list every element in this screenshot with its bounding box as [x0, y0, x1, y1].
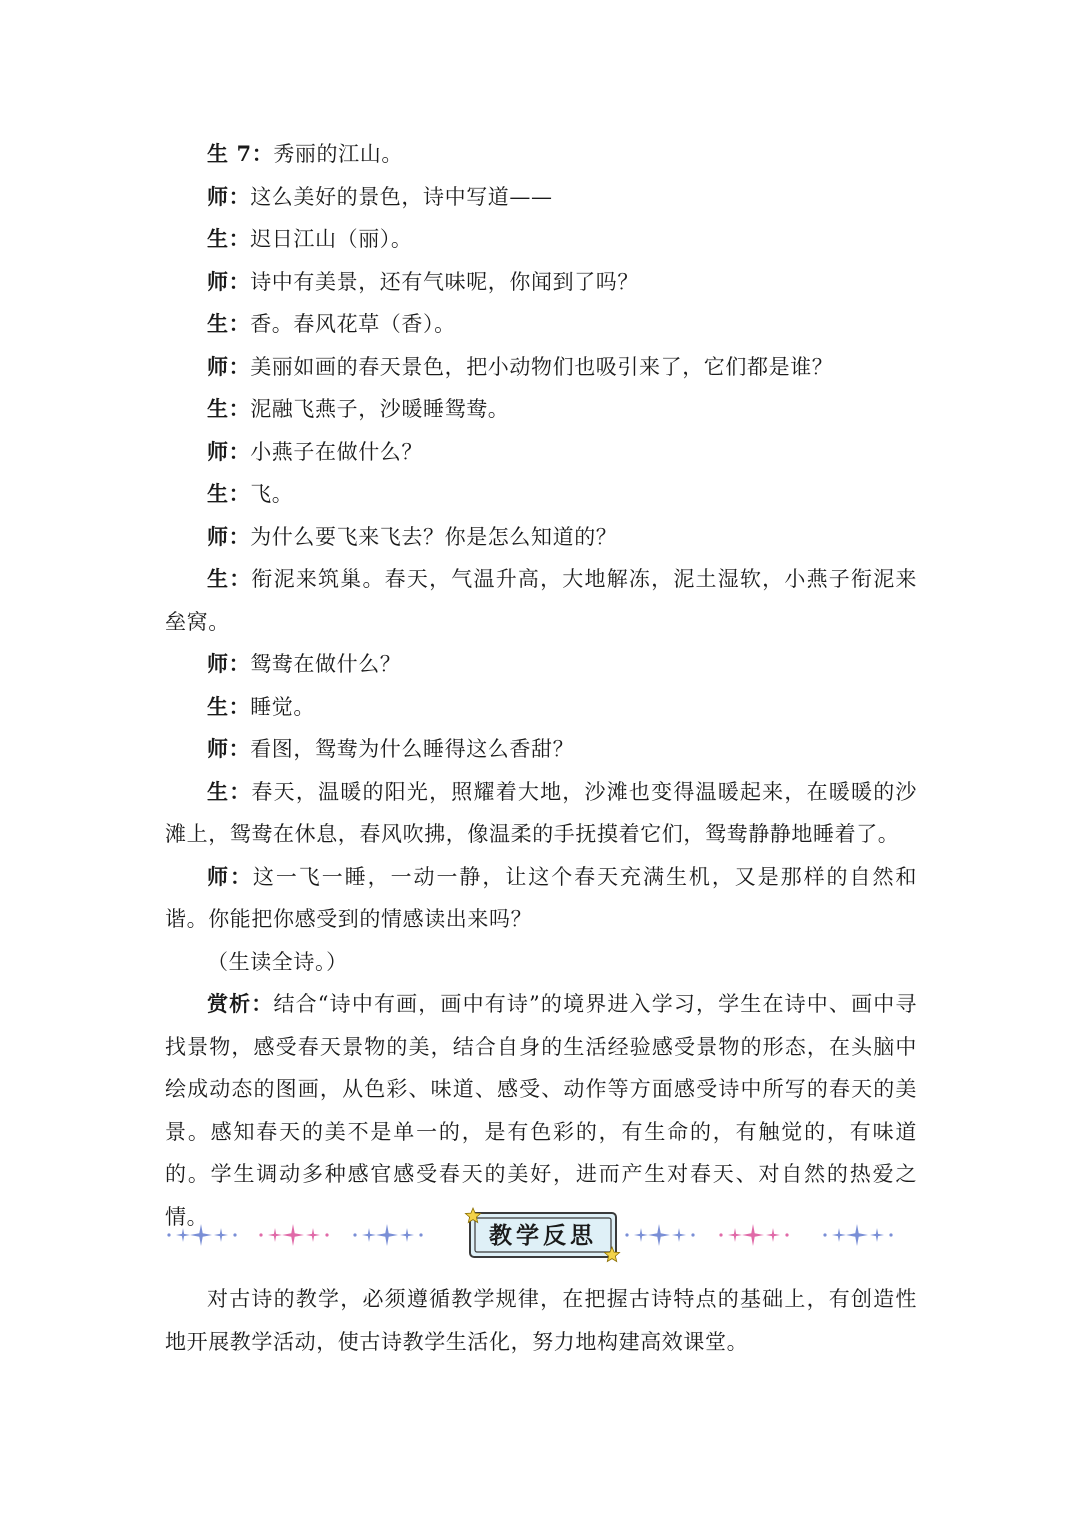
dialogue-line	[165, 176, 917, 219]
sparkle-icon	[832, 1228, 846, 1242]
dialogue-line	[165, 218, 917, 261]
dialogue-line	[165, 983, 917, 1238]
speaker-label: 生：	[207, 566, 252, 591]
dialogue-transcript	[165, 133, 917, 1238]
sparkle-dot	[325, 1233, 328, 1236]
sparkle-icon	[648, 1224, 670, 1246]
sparkle-dot	[691, 1233, 694, 1236]
dialogue-line	[165, 686, 917, 729]
dialogue-line	[165, 558, 917, 643]
speaker-label: 师：	[207, 651, 251, 676]
speaker-label: 赏析：	[207, 991, 274, 1016]
dialogue-text: 小燕子在做什么？	[250, 439, 424, 464]
speaker-label: 师：	[207, 736, 251, 761]
dialogue-line	[165, 133, 917, 176]
speaker-label: 生：	[207, 481, 251, 506]
sparkle-dot	[167, 1233, 170, 1236]
dialogue-line	[165, 728, 917, 771]
dialogue-line	[165, 771, 917, 856]
sparkle-icon	[728, 1228, 742, 1242]
dialogue-line	[165, 388, 917, 431]
dialogue-text: （生读全诗。）	[207, 949, 348, 974]
dialogue-text: 睡觉。	[250, 694, 316, 719]
sparkle-dot	[719, 1233, 722, 1236]
dialogue-text: 春天，温暖的阳光，照耀着大地，沙滩也变得温暖起来，在暖暖的沙滩上，鸳鸯在休息，春风吹拂，像温柔的手抚摸着它们，鸳鸯静静地睡着了。	[165, 779, 918, 846]
sparkle-icon	[846, 1224, 868, 1246]
sparkle-dot	[233, 1233, 236, 1236]
sparkle-icon	[306, 1228, 320, 1242]
dialogue-text: 结合“诗中有画，画中有诗”的境界进入学习，学生在诗中、画中寻找景物，感受春天景物的美，结合自身的生活经验感受景物的形态，在头脑中绘成动态的图画，从色彩、味道、感受、动作等方面感受诗中所写的春天的美景。感知春天的美不是单一的，是有色彩的，有生命的，有触觉的，有味道的。学生调动多种感官感受春天的美好，进而产生对春天、对自然的热爱之情。	[165, 992, 917, 1229]
speaker-label: 生 7：	[207, 141, 274, 166]
dialogue-text: 看图，鸳鸯为什么睡得这么香甜？	[250, 737, 575, 761]
sparkle-divider	[165, 1206, 917, 1264]
sparkle-icon	[742, 1224, 764, 1246]
speaker-label: 师：	[207, 523, 251, 549]
dialogue-text: 这么美好的景色，诗中写道——	[250, 184, 553, 209]
speaker-label: 师：	[207, 268, 251, 294]
banner-title: 教学反思	[489, 1222, 597, 1249]
sparkle-icon	[362, 1228, 376, 1242]
dialogue-line	[165, 303, 917, 346]
sparkle-icon	[870, 1228, 884, 1242]
sparkle-dot	[353, 1233, 356, 1236]
sparkle-icon	[634, 1228, 648, 1242]
dialogue-line	[165, 941, 917, 984]
sparkle-icon	[672, 1228, 686, 1242]
dialogue-text: 为什么要飞来飞去？你是怎么知道的？	[250, 524, 618, 549]
speaker-label: 师：	[207, 438, 251, 464]
sparkle-icon	[376, 1224, 398, 1246]
dialogue-line	[165, 261, 917, 304]
dialogue-line	[165, 346, 917, 389]
sparkle-dot	[419, 1233, 422, 1236]
speaker-label: 生：	[207, 778, 252, 804]
speaker-label: 师：	[207, 353, 251, 379]
sparkle-icon	[400, 1228, 414, 1242]
speaker-label: 师：	[207, 863, 253, 889]
dialogue-text: 迟日江山（丽）。	[250, 227, 413, 251]
sparkle-dot	[259, 1233, 262, 1236]
dialogue-line	[165, 643, 917, 686]
sparkle-dot	[625, 1233, 628, 1236]
dialogue-text: 衔泥来筑巢。春天，气温升高，大地解冻，泥土湿软，小燕子衔泥来垒窝。	[165, 567, 918, 634]
dialogue-text: 美丽如画的春天景色，把小动物们也吸引来了，它们都是谁？	[250, 354, 834, 379]
reflection-section	[165, 1278, 917, 1363]
sparkle-icon	[214, 1228, 228, 1242]
section-divider	[165, 1206, 917, 1264]
reflection-paragraph: 对古诗的教学，必须遵循教学规律，在把握古诗特点的基础上，有创造性地开展教学活动，使古诗教学生活化，努力地构建高效课堂。	[165, 1287, 917, 1354]
dialogue-text: 飞。	[250, 482, 294, 506]
dialogue-text: 香。春风花草（香）。	[250, 312, 456, 336]
sparkle-icon	[190, 1224, 212, 1246]
speaker-label: 师：	[207, 183, 251, 209]
sparkle-dot	[823, 1233, 826, 1236]
sparkle-icon	[176, 1228, 190, 1242]
sparkle-icon	[282, 1224, 304, 1246]
dialogue-text: 这一飞一睡，一动一静，让这个春天充满生机，又是那样的自然和谐。你能把你感受到的情感读出来吗？	[165, 864, 918, 931]
speaker-label: 生：	[207, 226, 251, 251]
dialogue-line	[165, 431, 917, 474]
speaker-label: 生：	[207, 311, 251, 336]
sparkle-icon	[268, 1228, 282, 1242]
sparkle-icon	[766, 1228, 780, 1242]
dialogue-line	[165, 473, 917, 516]
sparkle-dot	[889, 1233, 892, 1236]
speaker-label: 生：	[207, 396, 251, 421]
dialogue-text: 鸳鸯在做什么？	[250, 652, 402, 676]
speaker-label: 生：	[207, 693, 251, 719]
dialogue-line	[165, 856, 917, 941]
dialogue-text: 泥融飞燕子，沙暖睡鸳鸯。	[250, 397, 510, 421]
dialogue-line	[165, 516, 917, 559]
sparkle-dot	[785, 1233, 788, 1236]
dialogue-text: 秀丽的江山。	[273, 142, 403, 166]
dialogue-text: 诗中有美景，还有气味呢，你闻到了吗？	[250, 269, 640, 294]
